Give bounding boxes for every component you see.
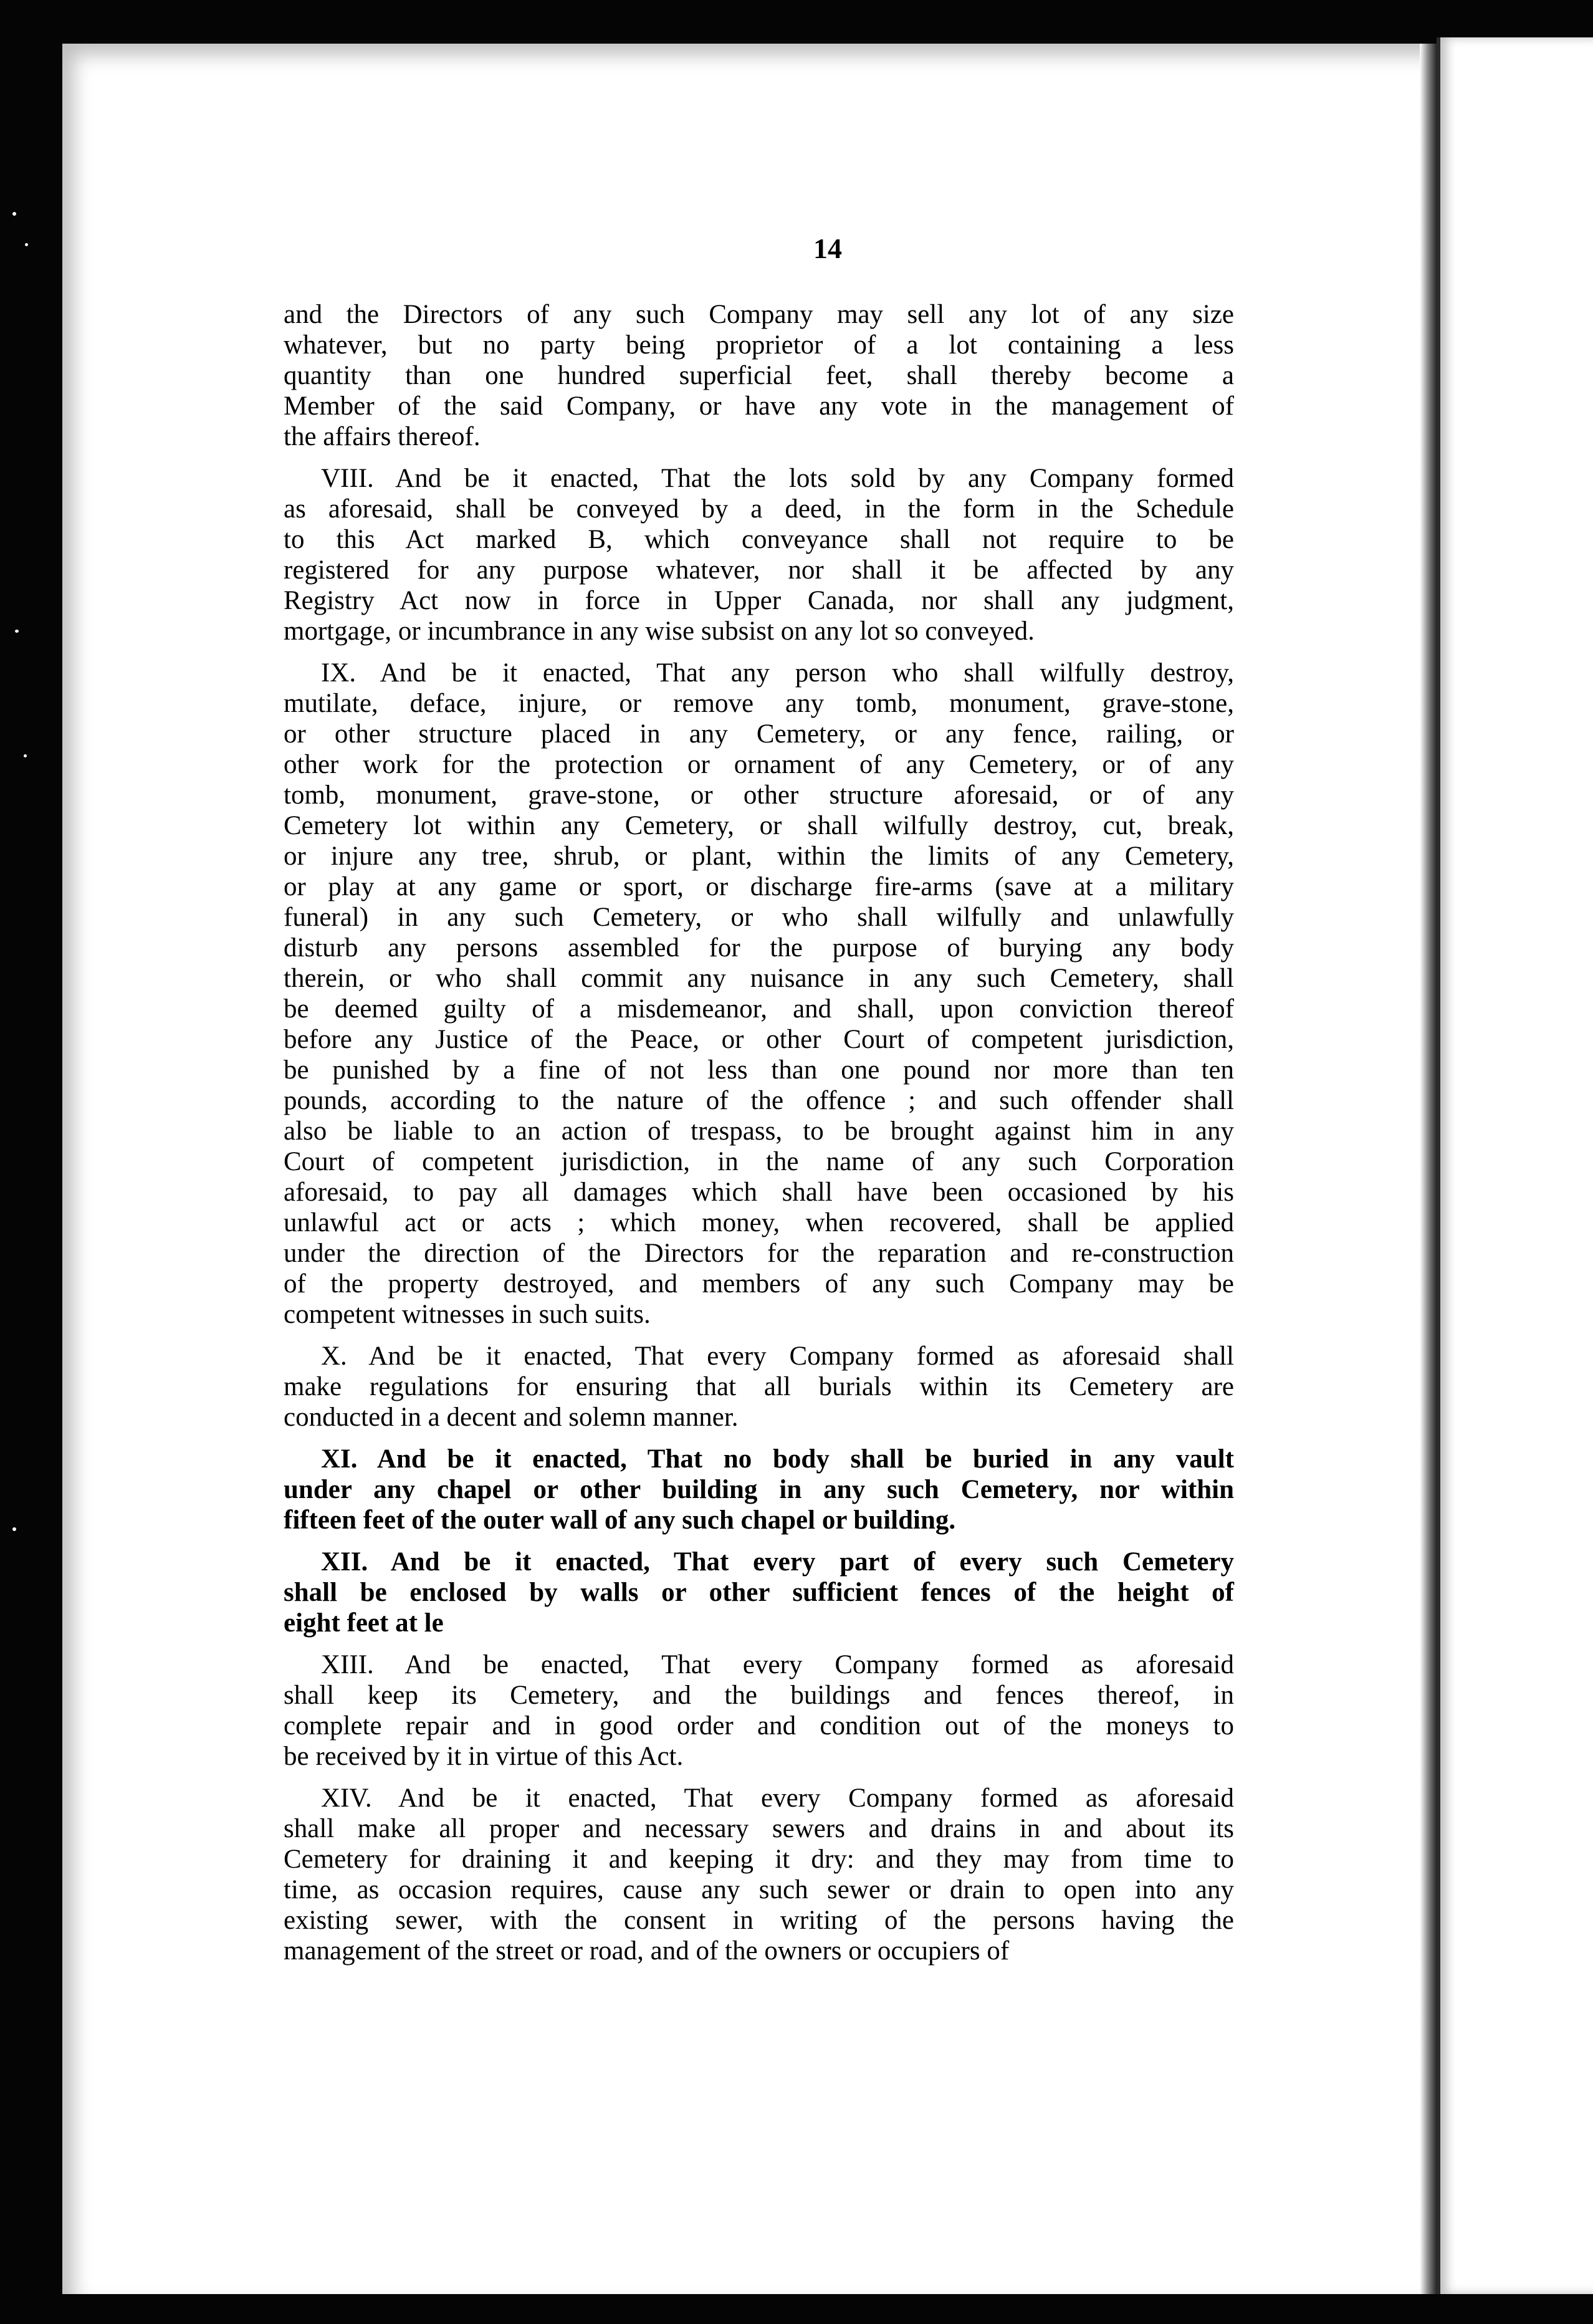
page-number: 14	[813, 233, 842, 264]
text-line: or other structure placed in any Cemetery, or any fence, railing, or	[284, 719, 1234, 749]
paragraph-continuation	[284, 299, 1234, 452]
text-line: tomb, monument, grave-stone, or other structure aforesaid, or of any	[284, 780, 1234, 810]
text-line: time, as occasion requires, cause any such sewer or drain to open into any	[284, 1875, 1234, 1904]
text-line: XI. And be it enacted, That no body shall be buried in any vault	[321, 1444, 1234, 1474]
section-viii	[284, 463, 1234, 646]
text-line: eight feet at le	[284, 1608, 444, 1638]
text-line: fifteen feet of the outer wall of any such chapel or building.	[284, 1505, 956, 1535]
text-line: shall make all proper and necessary sewers and drains in and about its	[284, 1814, 1234, 1843]
text-line: unlawful act or acts ; which money, when recovered, shall be applied	[284, 1208, 1234, 1237]
text-line: be punished by a fine of not less than one pound nor more than ten	[284, 1055, 1234, 1085]
margin-speck	[12, 1527, 16, 1531]
text-line: registered for any purpose whatever, nor shall it be affected by any	[284, 555, 1234, 585]
text-line: make regulations for ensuring that all burials within its Cemetery are	[284, 1372, 1234, 1401]
text-line: XIII. And be enacted, That every Company formed as aforesaid	[321, 1650, 1234, 1679]
margin-speck	[25, 243, 28, 246]
text-line: under any chapel or other building in any such Cemetery, nor within	[284, 1475, 1234, 1504]
text-line: before any Justice of the Peace, or other Court of competent jurisdiction,	[284, 1025, 1234, 1054]
text-line: disturb any persons assembled for the purpose of burying any body	[284, 933, 1234, 963]
text-line: also be liable to an action of trespass, to be brought against him in any	[284, 1116, 1234, 1146]
page-body	[284, 299, 1234, 1977]
text-line: existing sewer, with the consent in writing of the persons having the	[284, 1906, 1234, 1935]
text-line: Cemetery for draining it and keeping it dry: and they may from time to	[284, 1845, 1234, 1874]
text-line: X. And be it enacted, That every Company formed as aforesaid shall	[321, 1342, 1234, 1371]
text-line: VIII. And be it enacted, That the lots sold by any Company formed	[321, 464, 1234, 493]
margin-speck	[12, 212, 16, 216]
text-line: under the direction of the Directors for the reparation and re-construction	[284, 1239, 1234, 1268]
section-xi	[284, 1444, 1234, 1535]
text-line: aforesaid, to pay all damages which shall have been occasioned by his	[284, 1178, 1234, 1207]
text-line: and the Directors of any such Company may sell any lot of any size	[284, 300, 1234, 329]
text-line: Cemetery lot within any Cemetery, or shall wilfully destroy, cut, break,	[284, 811, 1234, 840]
text-line: be received by it in virtue of this Act.	[284, 1742, 684, 1771]
section-xii	[284, 1547, 1234, 1638]
text-line: therein, or who shall commit any nuisance in any such Cemetery, shall	[284, 964, 1234, 993]
text-line: XIV. And be it enacted, That every Company formed as aforesaid	[321, 1784, 1234, 1813]
text-line: of the property destroyed, and members of any such Company may be	[284, 1269, 1234, 1299]
text-line: to this Act marked B, which conveyance shall not require to be	[284, 525, 1234, 554]
text-line: or injure any tree, shrub, or plant, within the limits of any Cemetery,	[284, 842, 1234, 871]
text-line: mortgage, or incumbrance in any wise subsist on any lot so conveyed.	[284, 617, 1035, 646]
text-line: other work for the protection or ornament of any Cemetery, or of any	[284, 750, 1234, 779]
margin-speck	[24, 754, 27, 757]
text-line: whatever, but no party being proprietor of a lot containing a less	[284, 330, 1234, 360]
section-xiii	[284, 1649, 1234, 1772]
text-line: IX. And be it enacted, That any person who shall wilfully destroy,	[321, 658, 1234, 688]
text-line: Registry Act now in force in Upper Canada, nor shall any judgment,	[284, 586, 1234, 615]
text-line: the affairs thereof.	[284, 422, 481, 451]
text-line: complete repair and in good order and condition out of the moneys to	[284, 1711, 1234, 1741]
text-line: Member of the said Company, or have any vote in the management of	[284, 391, 1234, 421]
text-line: Court of competent jurisdiction, in the name of any such Corporation	[284, 1147, 1234, 1176]
text-line: or play at any game or sport, or discharge fire-arms (save at a military	[284, 872, 1234, 901]
text-line: conducted in a decent and solemn manner.	[284, 1403, 739, 1432]
text-line: as aforesaid, shall be conveyed by a deed, in the form in the Schedule	[284, 494, 1234, 524]
margin-speck	[15, 630, 19, 633]
text-line: be deemed guilty of a misdemeanor, and shall, upon conviction thereof	[284, 994, 1234, 1024]
section-x	[284, 1341, 1234, 1433]
text-line: shall be enclosed by walls or other sufficient fences of the height of	[284, 1578, 1234, 1607]
book-gutter	[1420, 44, 1438, 2294]
text-line: funeral) in any such Cemetery, or who shall wilfully and unlawfully	[284, 903, 1234, 932]
text-line: management of the street or road, and of the owners or occupiers of	[284, 1936, 1010, 1966]
text-line: mutilate, deface, injure, or remove any tomb, monument, grave-stone,	[284, 689, 1234, 718]
text-line: shall keep its Cemetery, and the buildings and fences thereof, in	[284, 1681, 1234, 1710]
right-page-edge	[1437, 37, 1593, 2294]
text-line: XII. And be it enacted, That every part of every such Cemetery	[321, 1547, 1234, 1577]
text-line: quantity than one hundred superficial feet, shall thereby become a	[284, 361, 1234, 390]
text-line: pounds, according to the nature of the offence ; and such offender shall	[284, 1086, 1234, 1115]
section-xiv	[284, 1783, 1234, 1966]
section-ix	[284, 658, 1234, 1330]
text-line: competent witnesses in such suits.	[284, 1300, 651, 1329]
